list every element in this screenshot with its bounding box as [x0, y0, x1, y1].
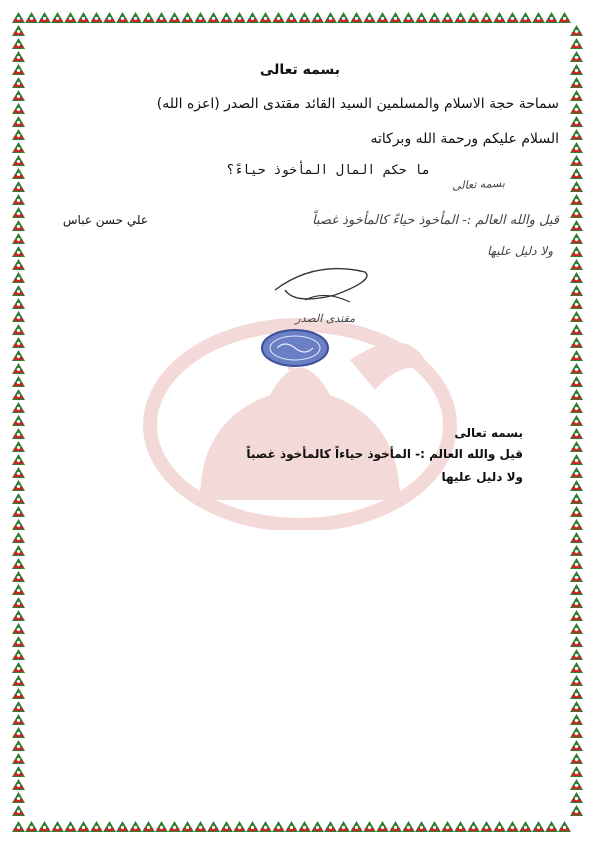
border-tile: [12, 506, 25, 517]
border-tile: [570, 142, 583, 153]
border-tile: [570, 493, 583, 504]
border-tile: [116, 821, 129, 832]
border-tile: [220, 821, 233, 832]
border-tile: [324, 821, 337, 832]
printed-answer-heading: بسمه تعالى: [454, 426, 523, 440]
border-tile: [337, 12, 350, 23]
border-tile: [12, 402, 25, 413]
border-tile: [350, 821, 363, 832]
border-tile: [558, 12, 571, 23]
border-tile: [570, 116, 583, 127]
border-tile: [12, 389, 25, 400]
border-tile: [129, 12, 142, 23]
border-tile: [570, 805, 583, 816]
border-tile: [12, 584, 25, 595]
border-tile: [12, 662, 25, 673]
border-tile: [12, 77, 25, 88]
border-tile: [570, 376, 583, 387]
border-tile: [363, 12, 376, 23]
border-tile: [480, 12, 493, 23]
border-tile: [168, 12, 181, 23]
border-tile: [12, 64, 25, 75]
border-tile: [12, 285, 25, 296]
border-tile: [570, 597, 583, 608]
border-tile: [570, 428, 583, 439]
border-tile: [570, 714, 583, 725]
border-tile: [220, 12, 233, 23]
border-tile: [570, 545, 583, 556]
border-tile: [389, 821, 402, 832]
border-tile: [570, 506, 583, 517]
border-tile: [12, 51, 25, 62]
border-tile: [570, 155, 583, 166]
border-tile: [181, 821, 194, 832]
border-tile: [545, 821, 558, 832]
border-tile: [12, 821, 25, 832]
border-tile: [570, 38, 583, 49]
border-tile: [493, 821, 506, 832]
border-tile: [116, 12, 129, 23]
border-tile: [12, 415, 25, 426]
border-tile: [570, 298, 583, 309]
border-tile: [181, 12, 194, 23]
border-tile: [570, 571, 583, 582]
border-tile: [506, 12, 519, 23]
border-tile: [168, 821, 181, 832]
signature-and-seal: [255, 260, 385, 370]
border-tile: [493, 12, 506, 23]
border-tile: [12, 168, 25, 179]
border-tile: [246, 821, 259, 832]
border-tile: [570, 636, 583, 647]
border-tile: [12, 571, 25, 582]
border-tile: [570, 441, 583, 452]
border-tile: [311, 12, 324, 23]
border-tile: [570, 701, 583, 712]
border-tile: [12, 194, 25, 205]
border-tile: [570, 688, 583, 699]
letter-addressee: سماحة حجة الاسلام والمسلمين السيد القائد مقتدى الصدر (اعزه الله): [156, 96, 559, 112]
border-tile: [12, 233, 25, 244]
border-tile: [454, 821, 467, 832]
border-tile: [142, 12, 155, 23]
border-tile: [12, 38, 25, 49]
border-tile: [570, 662, 583, 673]
border-tile: [570, 51, 583, 62]
border-tile: [570, 402, 583, 413]
border-tile: [51, 821, 64, 832]
handwritten-answer-line2: ولا دليل عليها: [487, 244, 553, 258]
border-tile: [12, 610, 25, 621]
border-tile: [570, 610, 583, 621]
border-tile: [272, 821, 285, 832]
border-tile: [12, 207, 25, 218]
border-tile: [103, 12, 116, 23]
border-tile: [570, 350, 583, 361]
border-tile: [428, 12, 441, 23]
border-tile: [570, 90, 583, 101]
letter-question: ما حكم المال المأخوذ حياءً؟: [226, 163, 430, 178]
border-tile: [12, 714, 25, 725]
border-tile: [38, 12, 51, 23]
border-tile: [570, 584, 583, 595]
border-tile: [12, 350, 25, 361]
border-tile: [12, 480, 25, 491]
border-tile: [12, 727, 25, 738]
border-tile: [532, 821, 545, 832]
border-tile: [570, 467, 583, 478]
border-tile: [129, 821, 142, 832]
border-tile: [570, 480, 583, 491]
border-tile: [12, 103, 25, 114]
border-tile: [402, 821, 415, 832]
border-tile: [570, 519, 583, 530]
border-tile: [570, 766, 583, 777]
border-tile: [103, 821, 116, 832]
border-tile: [389, 12, 402, 23]
border-tile: [570, 77, 583, 88]
border-tile: [12, 220, 25, 231]
border-tile: [570, 415, 583, 426]
sender-name: علي حسن عباس: [62, 213, 148, 227]
border-tile: [454, 12, 467, 23]
border-tile: [467, 821, 480, 832]
border-tile: [402, 12, 415, 23]
border-tile: [570, 181, 583, 192]
signature-stroke: [275, 269, 367, 299]
border-tile: [570, 168, 583, 179]
border-tile: [415, 821, 428, 832]
border-tile: [77, 821, 90, 832]
border-tile: [259, 12, 272, 23]
border-tile: [480, 821, 493, 832]
border-tile: [12, 740, 25, 751]
border-tile: [570, 363, 583, 374]
border-tile: [12, 337, 25, 348]
border-tile: [12, 519, 25, 530]
border-tile: [12, 467, 25, 478]
border-tile: [570, 675, 583, 686]
border-tile: [285, 12, 298, 23]
border-tile: [570, 272, 583, 283]
border-tile: [570, 246, 583, 257]
border-tile: [194, 12, 207, 23]
border-tile: [570, 389, 583, 400]
border-tile: [570, 129, 583, 140]
border-tile: [12, 558, 25, 569]
handwritten-heading: بسمه تعالى: [451, 176, 506, 193]
border-tile: [38, 821, 51, 832]
border-tile: [570, 324, 583, 335]
border-tile: [467, 12, 480, 23]
border-tile: [570, 727, 583, 738]
printed-answer-line2: ولا دليل عليها: [441, 470, 523, 484]
border-tile: [12, 532, 25, 543]
border-tile: [12, 623, 25, 634]
border-tile: [64, 12, 77, 23]
border-tile: [207, 821, 220, 832]
border-tile: [12, 701, 25, 712]
border-tile: [570, 103, 583, 114]
border-tile: [77, 12, 90, 23]
border-tile: [12, 766, 25, 777]
border-tile: [285, 821, 298, 832]
border-tile: [12, 688, 25, 699]
border-tile: [570, 220, 583, 231]
border-tile: [570, 259, 583, 270]
border-tile: [12, 298, 25, 309]
border-tile: [570, 792, 583, 803]
border-tile: [142, 821, 155, 832]
border-tile: [570, 623, 583, 634]
border-tile: [12, 311, 25, 322]
border-tile: [570, 207, 583, 218]
border-tile: [207, 12, 220, 23]
border-tile: [570, 194, 583, 205]
border-tile: [12, 545, 25, 556]
border-tile: [12, 142, 25, 153]
letter-heading: بسمه تعالى: [259, 62, 340, 78]
border-tile: [337, 821, 350, 832]
border-tile: [311, 821, 324, 832]
border-tile: [12, 129, 25, 140]
border-tile: [519, 12, 532, 23]
border-tile: [441, 821, 454, 832]
border-tile: [376, 12, 389, 23]
border-tile: [545, 12, 558, 23]
border-tile: [12, 753, 25, 764]
border-tile: [298, 821, 311, 832]
border-tile: [90, 821, 103, 832]
printed-answer-line1: قيل والله العالم :- المأخوذ حياءاً كالمأخوذ غصباً: [246, 447, 523, 461]
border-tile: [12, 805, 25, 816]
border-tile: [428, 821, 441, 832]
border-tile: [363, 821, 376, 832]
border-tile: [90, 12, 103, 23]
border-tile: [415, 12, 428, 23]
border-tile: [570, 558, 583, 569]
border-tile: [12, 675, 25, 686]
border-tile: [12, 12, 25, 23]
border-tile: [246, 12, 259, 23]
border-tile: [12, 155, 25, 166]
border-tile: [376, 821, 389, 832]
handwritten-answer-line1: قيل والله العالم :- المأخوذ حياءً كالمأخوذ غصباً: [312, 213, 559, 228]
border-tile: [233, 12, 246, 23]
border-tile: [12, 428, 25, 439]
border-tile: [298, 12, 311, 23]
border-tile: [12, 272, 25, 283]
border-tile: [12, 90, 25, 101]
border-tile: [12, 376, 25, 387]
border-tile: [570, 233, 583, 244]
border-tile: [532, 12, 545, 23]
border-tile: [506, 821, 519, 832]
border-tile: [570, 64, 583, 75]
border-tile: [194, 821, 207, 832]
border-tile: [155, 12, 168, 23]
border-tile: [12, 649, 25, 660]
border-tile: [12, 259, 25, 270]
letter-greeting: السلام عليكم ورحمة الله وبركاته: [370, 131, 559, 147]
border-tile: [12, 636, 25, 647]
border-tile: [25, 12, 38, 23]
signature-name: مقتدى الصدر: [295, 312, 355, 325]
border-tile: [155, 821, 168, 832]
border-tile: [570, 25, 583, 36]
border-tile: [272, 12, 285, 23]
border-tile: [570, 454, 583, 465]
border-tile: [570, 285, 583, 296]
border-tile: [570, 649, 583, 660]
border-tile: [570, 779, 583, 790]
border-tile: [12, 116, 25, 127]
border-tile: [12, 792, 25, 803]
border-tile: [519, 821, 532, 832]
border-tile: [12, 441, 25, 452]
border-tile: [12, 25, 25, 36]
border-tile: [12, 597, 25, 608]
border-tile: [12, 246, 25, 257]
border-tile: [12, 363, 25, 374]
border-tile: [570, 337, 583, 348]
border-tile: [12, 779, 25, 790]
border-tile: [558, 821, 571, 832]
border-tile: [51, 12, 64, 23]
border-tile: [350, 12, 363, 23]
border-tile: [12, 493, 25, 504]
border-tile: [570, 753, 583, 764]
border-tile: [12, 181, 25, 192]
border-tile: [25, 821, 38, 832]
border-tile: [12, 324, 25, 335]
border-tile: [570, 532, 583, 543]
border-tile: [570, 311, 583, 322]
border-tile: [233, 821, 246, 832]
border-tile: [441, 12, 454, 23]
border-tile: [259, 821, 272, 832]
border-tile: [324, 12, 337, 23]
border-tile: [64, 821, 77, 832]
border-tile: [12, 454, 25, 465]
border-tile: [570, 740, 583, 751]
